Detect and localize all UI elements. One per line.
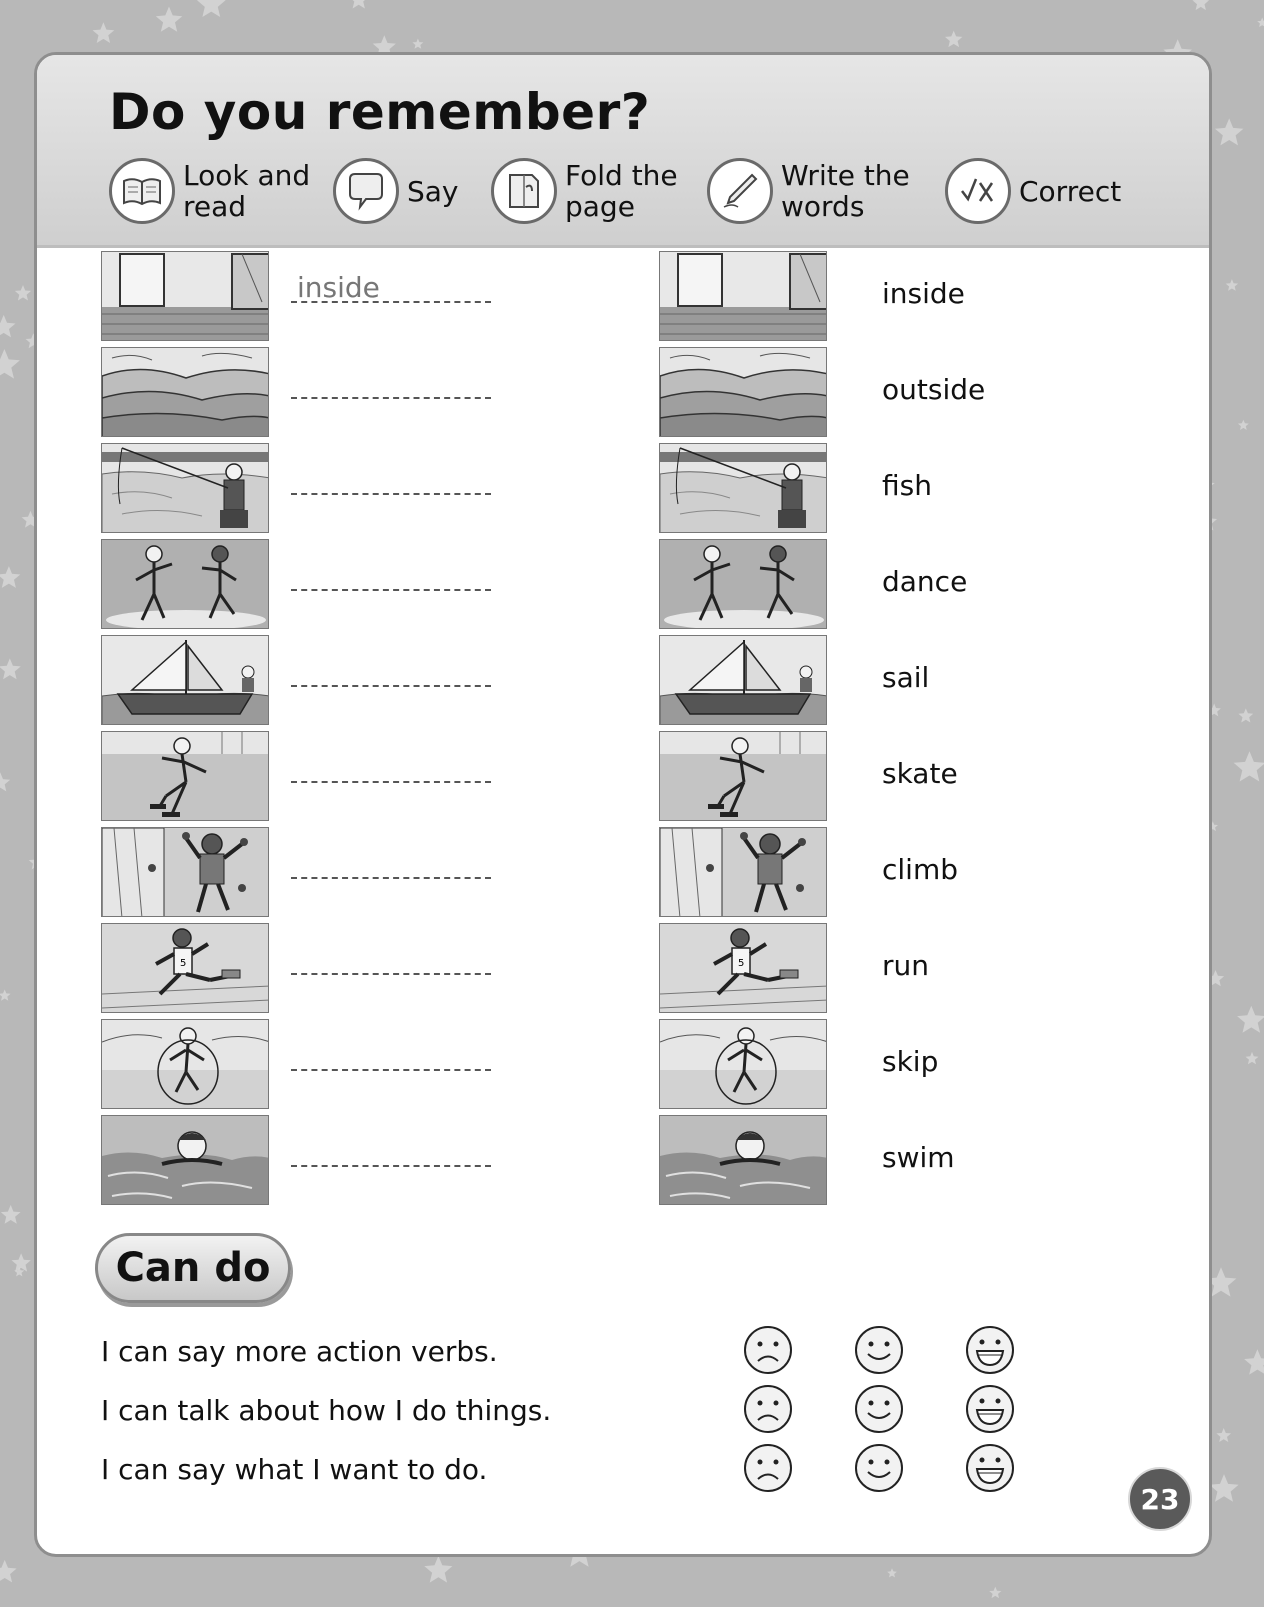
exercise-row [37, 1115, 1209, 1205]
can-do-badge [95, 1233, 291, 1303]
pen-icon [707, 158, 773, 224]
step-fold-the-page [491, 151, 705, 231]
climbing-icon [101, 827, 269, 917]
vocabulary-word: climb [882, 853, 959, 886]
exercise-row [37, 1019, 1209, 1109]
exercise-row [37, 251, 1209, 341]
vocabulary-word: sail [882, 661, 930, 694]
tick-cross-icon [945, 158, 1011, 224]
example-answer: inside [297, 271, 380, 304]
smiley-face-icon[interactable] [854, 1384, 904, 1438]
step-label: Correct [1019, 174, 1122, 208]
sad-face-icon[interactable] [743, 1443, 793, 1497]
exercise-row [37, 443, 1209, 533]
vocabulary-word: outside [882, 373, 986, 406]
big-smile-face-icon[interactable] [965, 1443, 1015, 1497]
answer-line[interactable] [291, 781, 491, 783]
dancing-icon [659, 539, 827, 629]
answer-line[interactable] [291, 1165, 491, 1167]
step-label: Write the words [781, 159, 910, 223]
vocabulary-word: skip [882, 1045, 939, 1078]
big-smile-face-icon[interactable] [965, 1325, 1015, 1379]
exercise-row [37, 827, 1209, 917]
svg-text:5: 5 [180, 958, 187, 969]
sad-face-icon[interactable] [743, 1325, 793, 1379]
instruction-steps [109, 151, 1189, 231]
room-icon [659, 251, 827, 341]
answer-line[interactable] [291, 589, 491, 591]
fold-page-icon [491, 158, 557, 224]
fishing-icon [101, 443, 269, 533]
step-label: Fold the page [565, 159, 678, 223]
svg-text:5: 5 [738, 958, 745, 969]
can-do-statement: I can say more action verbs. [101, 1335, 498, 1368]
swimming-icon [101, 1115, 269, 1205]
header-band [37, 55, 1209, 248]
step-correct [945, 151, 1159, 231]
book-icon [109, 158, 175, 224]
answer-line[interactable] [291, 685, 491, 687]
can-do-heading: Can do [115, 1245, 271, 1291]
smiley-face-icon[interactable] [854, 1443, 904, 1497]
sailboat-icon [101, 635, 269, 725]
skipping-icon [659, 1019, 827, 1109]
step-label: Say [407, 174, 459, 208]
hills-icon [659, 347, 827, 437]
climbing-icon [659, 827, 827, 917]
running-icon [101, 923, 269, 1013]
answer-line[interactable] [291, 1069, 491, 1071]
exercise-row [37, 731, 1209, 821]
step-look-and-read [109, 151, 323, 231]
sailboat-icon [659, 635, 827, 725]
step-label: Look and read [183, 159, 311, 223]
speech-bubble-icon [333, 158, 399, 224]
vocabulary-word: fish [882, 469, 932, 502]
skating-icon [101, 731, 269, 821]
room-icon [101, 251, 269, 341]
fishing-icon [659, 443, 827, 533]
answer-line[interactable] [291, 973, 491, 975]
exercise-row [37, 923, 1209, 1013]
page-title: Do you remember? [109, 83, 651, 141]
vocabulary-word: run [882, 949, 930, 982]
answer-line[interactable] [291, 397, 491, 399]
dancing-icon [101, 539, 269, 629]
can-do-statement: I can say what I want to do. [101, 1453, 488, 1486]
sad-face-icon[interactable] [743, 1384, 793, 1438]
answer-line[interactable] [291, 493, 491, 495]
step-write-the-words [707, 151, 921, 231]
worksheet-panel [34, 52, 1212, 1557]
skating-icon [659, 731, 827, 821]
answer-line[interactable] [291, 877, 491, 879]
hills-icon [101, 347, 269, 437]
skipping-icon [101, 1019, 269, 1109]
page-number: 23 [1128, 1467, 1192, 1531]
can-do-statement: I can talk about how I do things. [101, 1394, 552, 1427]
big-smile-face-icon[interactable] [965, 1384, 1015, 1438]
exercise-row [37, 539, 1209, 629]
running-icon [659, 923, 827, 1013]
swimming-icon [659, 1115, 827, 1205]
vocabulary-word: dance [882, 565, 968, 598]
exercise-row [37, 635, 1209, 725]
exercise-row [37, 347, 1209, 437]
vocabulary-word: inside [882, 277, 965, 310]
smiley-face-icon[interactable] [854, 1325, 904, 1379]
vocabulary-word: skate [882, 757, 958, 790]
vocabulary-word: swim [882, 1141, 955, 1174]
